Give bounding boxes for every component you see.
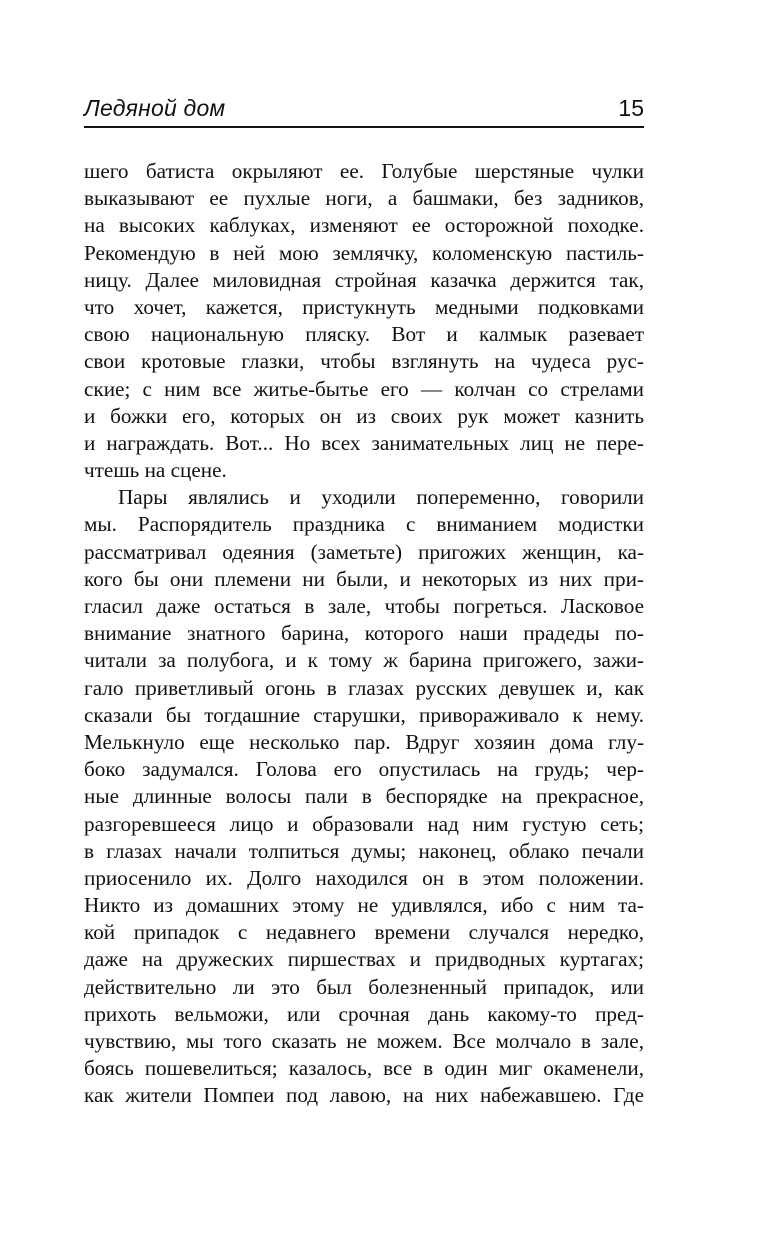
text-line: что хочет, кажется, пристукнуть медными подковками (84, 294, 644, 319)
text-line: приосенило их. Долго находился он в этом положении. (84, 865, 644, 890)
running-header (84, 92, 644, 128)
text-line: рассматривал одеяния (заметьте) пригожих женщин, ка- (84, 539, 644, 564)
text-line: чтешь на сцене. (84, 458, 227, 483)
text-line: боясь пошевелиться; казалось, все в один миг окаменели, (84, 1056, 644, 1081)
text-line: гало приветливый огонь в глазах русских девушек и, как (84, 675, 644, 700)
text-line: даже на дружеских пиршествах и придводных куртагах; (84, 947, 644, 972)
text-line: как жители Помпеи под лавою, на них набежавшею. Где (84, 1083, 644, 1108)
text-line: ские; с ним все житье-бытье его — колчан со стрелами (84, 376, 644, 401)
text-line: и награждать. Вот... Но всех занимательных лиц не пере- (84, 430, 644, 455)
text-line: гласил даже остаться в зале, чтобы погреться. Ласковое (84, 594, 644, 618)
text-line: мы. Распорядитель праздника с вниманием модистки (84, 512, 644, 537)
text-line: свою национальную пляску. Вот и калмык разевает (84, 322, 644, 347)
book-title: Ледяной дом (84, 95, 226, 121)
text-line: выказывают ее пухлые ноги, а башмаки, без задников, (84, 186, 644, 211)
text-line: кой припадок с недавнего времени случался нередко, (84, 920, 644, 945)
text-line: разгоревшееся лицо и образовали над ним густую сеть; (84, 811, 644, 836)
page-number: 15 (618, 95, 644, 121)
text-line: внимание знатного барина, которого наши прадеды по- (84, 621, 644, 646)
body-text (84, 158, 644, 1110)
text-line: шего батиста окрыляют ее. Голубые шерстяные чулки (84, 159, 644, 183)
text-line: кого бы они племени ни были, и некоторых из них при- (84, 566, 644, 591)
text-line: ницу. Далее миловидная стройная казачка держится так, (84, 267, 644, 292)
text-line: Пары являлись и уходили попеременно, говорили (118, 485, 644, 510)
paragraph (84, 158, 644, 484)
text-line: действительно ли это был болезненный припадок, или (84, 974, 644, 999)
text-line: Рекомендую в ней мою землячку, коломенскую пастиль- (84, 240, 644, 265)
text-line: боко задумался. Голова его опустилась на грудь; чер- (84, 757, 644, 782)
text-line: Никто из домашних этому не удивлялся, ибо с ним та- (84, 893, 644, 918)
text-line: прихоть вельможи, или срочная дань какому-то пред- (84, 1001, 644, 1026)
text-line: ные длинные волосы пали в беспорядке на прекрасное, (84, 784, 644, 809)
text-line: читали за полубога, и к тому ж барина пригожего, зажи- (84, 648, 644, 673)
text-line: сказали бы тогдашние старушки, привораживало к нему. (84, 702, 644, 727)
text-line: чувствию, мы того сказать не можем. Все молчало в зале, (84, 1029, 644, 1053)
text-line: и божки его, которых он из своих рук может казнить (84, 403, 644, 428)
paragraph (84, 484, 644, 1109)
text-line: Мелькнуло еще несколько пар. Вдруг хозяин дома глу- (84, 729, 644, 754)
text-line: на высоких каблуках, изменяют ее осторожной походке. (84, 213, 644, 238)
text-line: в глазах начали толпиться думы; наконец, облако печали (84, 838, 644, 863)
text-line: свои кротовые глазки, чтобы взглянуть на чудеса рус- (84, 349, 644, 374)
